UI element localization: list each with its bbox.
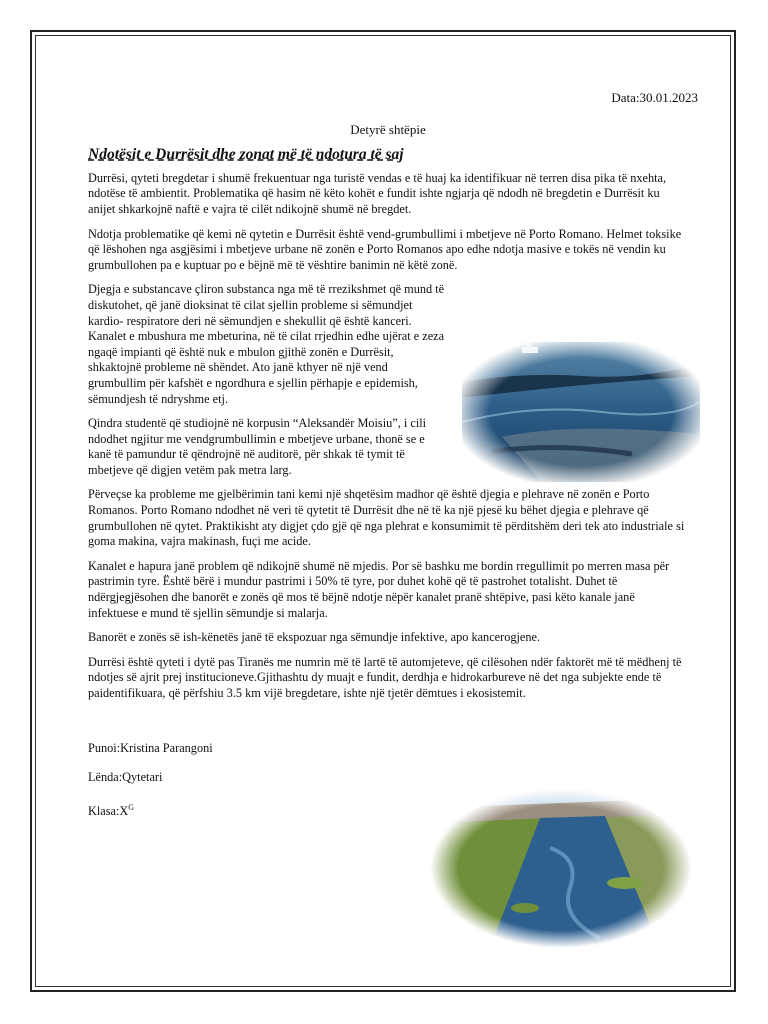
paragraph-8: Durrësi është qyteti i dytë pas Tiranës me numrin më të lartë të automjeteve, që cilësohen ndër faktorët më të mëdhenj të ndotjes së ajrit prej institucioneve.Gjithashtu dy muajt e fundit, derdhja e hidrokarbureve në det nga subjekte ende të paidentifikuara, që përfshiu 3.5 km vijë bregdetare, ishte një tjetër dëmtues i ekosistemit. bbox=[88, 654, 682, 700]
paragraph-6: Kanalet e hapura janë problem që ndikojnë shumë në mjedis. Por së bashku me bordin rregullimit po merren masa për pastrimin tyre. Është bërë i mundur pastrimi i 50% të tyre, por duhet kohë që të pastrohet totalisht. Duhet të ndërgjegjësohen dhe banorët e zonës që mos të bëjnë ndotje nëpër kanalet pranë shtëpive, pasi këto kanale janë infektuese e mund të sjellin sëmundje si malarja. bbox=[88, 558, 670, 620]
paragraph-3: Djegja e substancave çliron substanca nga më të rrezikshmet që mund të diskutohet, që janë dioksinat të cilat sjellin probleme si sëmundjet kardio- respiratore deri në sëmundjen e shekullit që është kanceri. Kanalet e mbushura me mbeturina, në të cilat rrjedhin edhe ujërat e zeza ngaqë impianti që është nuk e mbulon gjithë zonën e Durrësit, shkaktojnë probleme në shëndet. Ato janë kthyer në një vend grumbullim për kafshët e ngordhura e sjellin përhapje e epidemish, sëmundjesh të ndryshme etj. bbox=[88, 282, 445, 406]
paragraph-4: Qindra studentë që studiojnë në korpusin “Aleksandër Moisiu”, i cili ndodhet ngjitur me vendgrumbullimin e mbetjeve urbane, thonë se e kanë të pamundur të qëndrojnë në auditorë, për shkak të tymit të mbetjeve që digjen vetëm pak metra larg. bbox=[88, 416, 427, 477]
polluted-canal-photo bbox=[430, 788, 692, 948]
paragraph-7: Banorët e zonës së ish-kënetës janë të ekspozuar nga sëmundje infektive, apo kancerogjene. bbox=[88, 630, 541, 645]
paragraph-2: Ndotja problematike që kemi në qytetin e Durrësit është vend-grumbullimi i mbetjeve në Porto Romano. Helmet toksike që lëshohen nga asgjësimi i mbetjeve urbane në zonën e Porto Romanos apo edhe ndotja masive e tokës në vendin ku grumbullohen pa e kuptuar po e bëjnë më të vështire banimin në këtë zonë. bbox=[88, 226, 682, 272]
date-line: Data:30.01.2023 bbox=[611, 90, 698, 105]
subject-line: Lënda:Qytetari bbox=[88, 770, 163, 785]
author-line: Punoi:Kristina Parangoni bbox=[88, 740, 213, 755]
document-body bbox=[88, 90, 698, 833]
class-superscript: G bbox=[128, 802, 135, 812]
paragraph-1: Durrësi, qyteti bregdetar i shumë frekuentuar nga turistë vendas e të huaj ka identifikuar në terren disa pika të nxehta, ndotëse të ambientit. Problematika që hasim në këto kohët e fundit ishte ngjarja që ndodh në bregdetin e Durrësit ku anijet shkarkojnë naftë e vajra të cilët ndikojnë shumë në bregdet. bbox=[88, 170, 667, 216]
paragraph-5: Përveçse ka probleme me gjelbërimin tani kemi një shqetësim madhor që është djegia e plehrave në zonën e Porto Romanos. Porto Romano ndodhet në veri të qytetit të Durrësit dhe në të ka një pjesë ku bëhet djegia e plehrave që grumbullohen në qytet. Praktikisht aty digjet çdo gjë që nga plehrat e konsumimit të përditshëm deri tek ato industriale si goma makina, vajra makinash, fuçi me acide. bbox=[88, 487, 685, 549]
paragraph-3-wrapper bbox=[88, 282, 688, 478]
class-label: Klasa:X bbox=[88, 803, 129, 818]
sea-oil-photo bbox=[462, 342, 700, 482]
document-title: Ndotësit e Durrësit dhe zonat më të ndotura të saj bbox=[88, 146, 404, 164]
subtitle: Detyrë shtëpie bbox=[350, 121, 426, 137]
